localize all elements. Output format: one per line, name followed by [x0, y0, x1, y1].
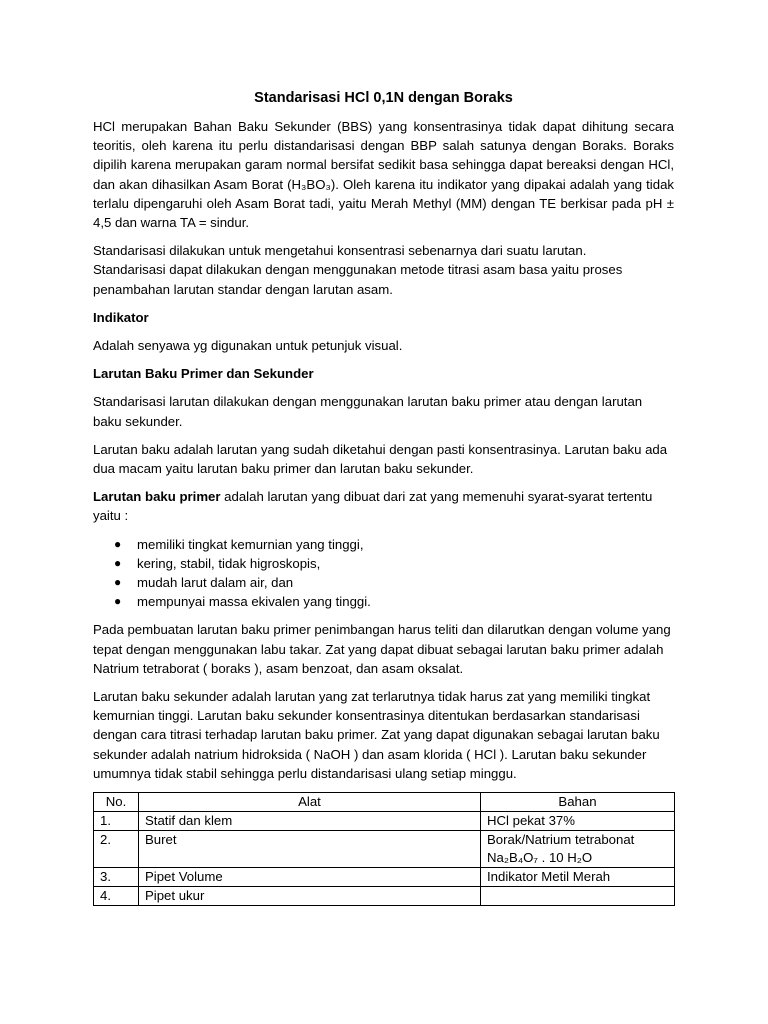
page-title: Standarisasi HCl 0,1N dengan Boraks [254, 90, 513, 106]
indikator-paragraph: Adalah senyawa yg digunakan untuk petunjuk visual. [93, 338, 403, 354]
list-item-text: mempunyai massa ekivalen yang tinggi. [137, 594, 371, 610]
cell-bahan-line-2: Na₂B₄O₇ . 10 H₂O [487, 850, 593, 866]
syarat-list [93, 535, 674, 612]
primer-paragraph [93, 487, 674, 525]
cell-bahan [481, 831, 675, 868]
list-item-text: memiliki tingkat kemurnian yang tinggi, [137, 536, 364, 552]
larutan-paragraph-1: Standarisasi larutan dilakukan dengan menggunakan larutan baku primer atau dengan larutan baku sekunder. [93, 394, 643, 429]
table-row [94, 812, 675, 831]
list-item [93, 573, 674, 592]
cell-no: 4. [94, 887, 139, 906]
larutan-paragraph-2: Larutan baku adalah larutan yang sudah diketahui dengan pasti konsentrasinya. Larutan baku ada dua macam yaitu larutan baku primer dan larutan baku sekunder. [93, 441, 668, 477]
list-item-text: kering, stabil, tidak higroskopis, [137, 555, 321, 571]
cell-no: 2. [94, 831, 139, 868]
standarisasi-line-1: Standarisasi dilakukan untuk mengetahui konsentrasi sebenarnya dari suatu larutan. [93, 243, 587, 259]
intro-paragraph: HCl merupakan Bahan Baku Sekunder (BBS) yang konsentrasinya tidak dapat dihitung secara teoritis, oleh karena itu perlu distandarisasi dengan BBP salah satunya dengan Boraks. Boraks dipilih karena merupakan garam normal bersifat sedikit basa sehingga dapat bereaksi dengan HCl, dan akan dihasilkan Asam Borat (H₃BO₃). Oleh karena itu indikator yang dipakai adalah yang tidak terlalu dipengaruhi oleh Asam Borat tadi, yaitu Merah Methyl (MM) dengan TE berkisar pada pH ± 4,5 dan warna TA = sindur. [93, 119, 674, 231]
bullet-icon: ● [114, 594, 122, 609]
pembuatan-paragraph: Pada pembuatan larutan baku primer penimbangan harus teliti dan dilarutkan dengan volume yang tepat dengan menggunakan labu takar. Zat yang dapat dibuat sebagai larutan baku primer adalah Natrium tetraborat ( boraks ), asam benzoat, dan asam oksalat. [93, 622, 671, 676]
bullet-icon: ● [114, 536, 122, 551]
primer-definition: adalah larutan yang dibuat dari zat yang memenuhi syarat-syarat tertentu yaitu : [93, 489, 653, 524]
cell-alat: Pipet Volume [139, 868, 481, 887]
cell-no: 3. [94, 868, 139, 887]
list-item-text: mudah larut dalam air, dan [137, 575, 294, 591]
primer-term: Larutan baku primer [93, 489, 221, 505]
table-row [94, 868, 675, 887]
standarisasi-line-2: Standarisasi dapat dilakukan dengan menggunakan metode titrasi asam basa yaitu proses penambahan larutan standar dengan larutan asam. [93, 262, 623, 297]
header-alat: Alat [139, 793, 481, 812]
bullet-icon: ● [114, 575, 122, 590]
cell-bahan-line-1: Borak/Natrium tetrabonat [487, 832, 635, 848]
larutan-heading: Larutan Baku Primer dan Sekunder [93, 366, 314, 382]
cell-bahan [481, 887, 675, 906]
header-no: No. [94, 793, 139, 812]
cell-alat: Statif dan klem [139, 812, 481, 831]
bullet-icon: ● [114, 555, 122, 570]
cell-no: 1. [94, 812, 139, 831]
table-row [94, 831, 675, 868]
cell-bahan: Indikator Metil Merah [481, 868, 675, 887]
table-row [94, 887, 675, 906]
standarisasi-paragraph [93, 241, 674, 299]
sekunder-paragraph: Larutan baku sekunder adalah larutan yang zat terlarutnya tidak harus zat yang memiliki tingkat kemurnian tinggi. Larutan baku sekunder konsentrasinya ditentukan berdasarkan standarisasi dengan cara titrasi terhadap larutan baku primer. Zat yang dapat digunakan sebagai larutan baku sekunder adalah natrium hidroksida ( NaOH ) dan asam klorida ( HCl ). Larutan baku sekunder umumnya tidak stabil sehingga perlu distandarisasi ulang setiap minggu. [93, 689, 660, 781]
header-bahan: Bahan [481, 793, 675, 812]
alat-bahan-table [93, 792, 675, 906]
indikator-heading: Indikator [93, 309, 149, 325]
cell-alat: Buret [139, 831, 481, 868]
table-header-row [94, 793, 675, 812]
list-item [93, 554, 674, 573]
list-item [93, 535, 674, 554]
cell-bahan: HCl pekat 37% [481, 812, 675, 831]
list-item [93, 592, 674, 611]
cell-alat: Pipet ukur [139, 887, 481, 906]
